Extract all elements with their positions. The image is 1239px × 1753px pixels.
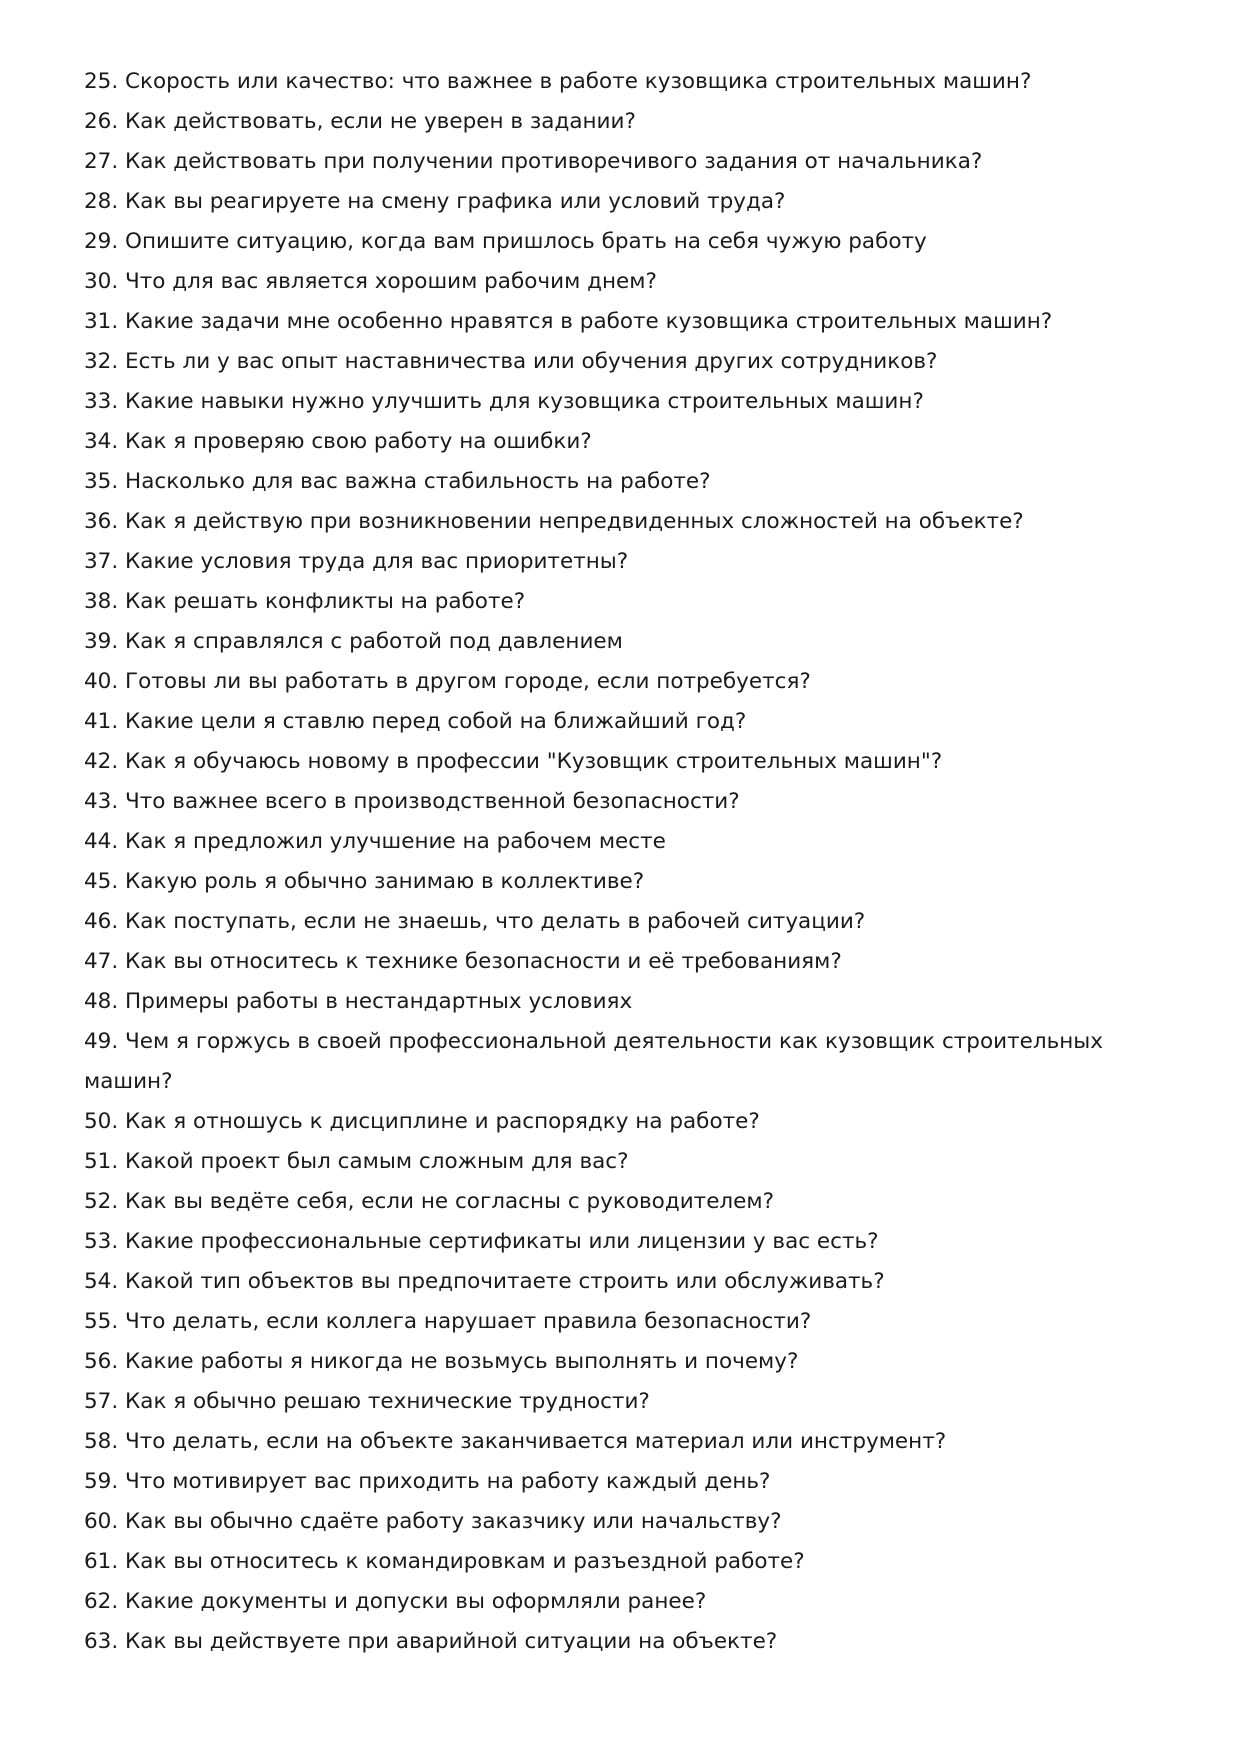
question-item: 55. Что делать, если коллега нарушает правила безопасности?: [84, 1309, 812, 1334]
question-item: 40. Готовы ли вы работать в другом городе, если потребуется?: [84, 669, 811, 694]
question-item: 45. Какую роль я обычно занимаю в коллективе?: [84, 869, 645, 894]
question-item: 44. Как я предложил улучшение на рабочем месте: [84, 829, 666, 854]
question-item: 32. Есть ли у вас опыт наставничества или обучения других сотрудников?: [84, 349, 938, 374]
question-item: 46. Как поступать, если не знаешь, что делать в рабочей ситуации?: [84, 909, 866, 934]
question-item: 47. Как вы относитесь к технике безопасности и её требованиям?: [84, 949, 842, 974]
question-item: 49. Чем я горжусь в своей профессиональной деятельности как кузовщик строительных машин?: [84, 1029, 1104, 1094]
question-item: 63. Как вы действуете при аварийной ситуации на объекте?: [84, 1629, 778, 1654]
question-item: 56. Какие работы я никогда не возьмусь выполнять и почему?: [84, 1349, 799, 1374]
question-item: 52. Как вы ведёте себя, если не согласны с руководителем?: [84, 1189, 775, 1214]
question-item: 33. Какие навыки нужно улучшить для кузовщика строительных машин?: [84, 389, 924, 414]
question-item: 60. Как вы обычно сдаёте работу заказчику или начальству?: [84, 1509, 782, 1534]
question-item: 50. Как я отношусь к дисциплине и распорядку на работе?: [84, 1109, 760, 1134]
question-item: 28. Как вы реагируете на смену графика или условий труда?: [84, 189, 786, 214]
question-item: 41. Какие цели я ставлю перед собой на ближайший год?: [84, 709, 747, 734]
question-item: 37. Какие условия труда для вас приоритетны?: [84, 549, 629, 574]
question-item: 39. Как я справлялся с работой под давлением: [84, 629, 623, 654]
question-item: 54. Какой тип объектов вы предпочитаете строить или обслуживать?: [84, 1269, 885, 1294]
question-item: 51. Какой проект был самым сложным для вас?: [84, 1149, 629, 1174]
question-item: 25. Скорость или качество: что важнее в работе кузовщика строительных машин?: [84, 69, 1032, 94]
question-item: 58. Что делать, если на объекте заканчивается материал или инструмент?: [84, 1429, 947, 1454]
question-item: 59. Что мотивирует вас приходить на работу каждый день?: [84, 1469, 771, 1494]
question-item: 62. Какие документы и допуски вы оформляли ранее?: [84, 1589, 707, 1614]
question-item: 57. Как я обычно решаю технические трудности?: [84, 1389, 650, 1414]
question-item: 34. Как я проверяю свою работу на ошибки?: [84, 429, 592, 454]
question-item: 53. Какие профессиональные сертификаты или лицензии у вас есть?: [84, 1229, 879, 1254]
question-list: [84, 62, 1124, 1662]
question-item: 48. Примеры работы в нестандартных условиях: [84, 989, 633, 1014]
question-item: 31. Какие задачи мне особенно нравятся в работе кузовщика строительных машин?: [84, 309, 1053, 334]
question-item: 36. Как я действую при возникновении непредвиденных сложностей на объекте?: [84, 509, 1024, 534]
question-item: 26. Как действовать, если не уверен в задании?: [84, 109, 636, 134]
question-item: 30. Что для вас является хорошим рабочим днем?: [84, 269, 657, 294]
question-item: 35. Насколько для вас важна стабильность на работе?: [84, 469, 711, 494]
question-item: 42. Как я обучаюсь новому в профессии "Кузовщик строительных машин"?: [84, 749, 943, 774]
question-item: 61. Как вы относитесь к командировкам и разъездной работе?: [84, 1549, 805, 1574]
question-item: 38. Как решать конфликты на работе?: [84, 589, 526, 614]
question-item: 29. Опишите ситуацию, когда вам пришлось брать на себя чужую работу: [84, 229, 927, 254]
question-item: 43. Что важнее всего в производственной безопасности?: [84, 789, 740, 814]
question-item: 27. Как действовать при получении противоречивого задания от начальника?: [84, 149, 983, 174]
